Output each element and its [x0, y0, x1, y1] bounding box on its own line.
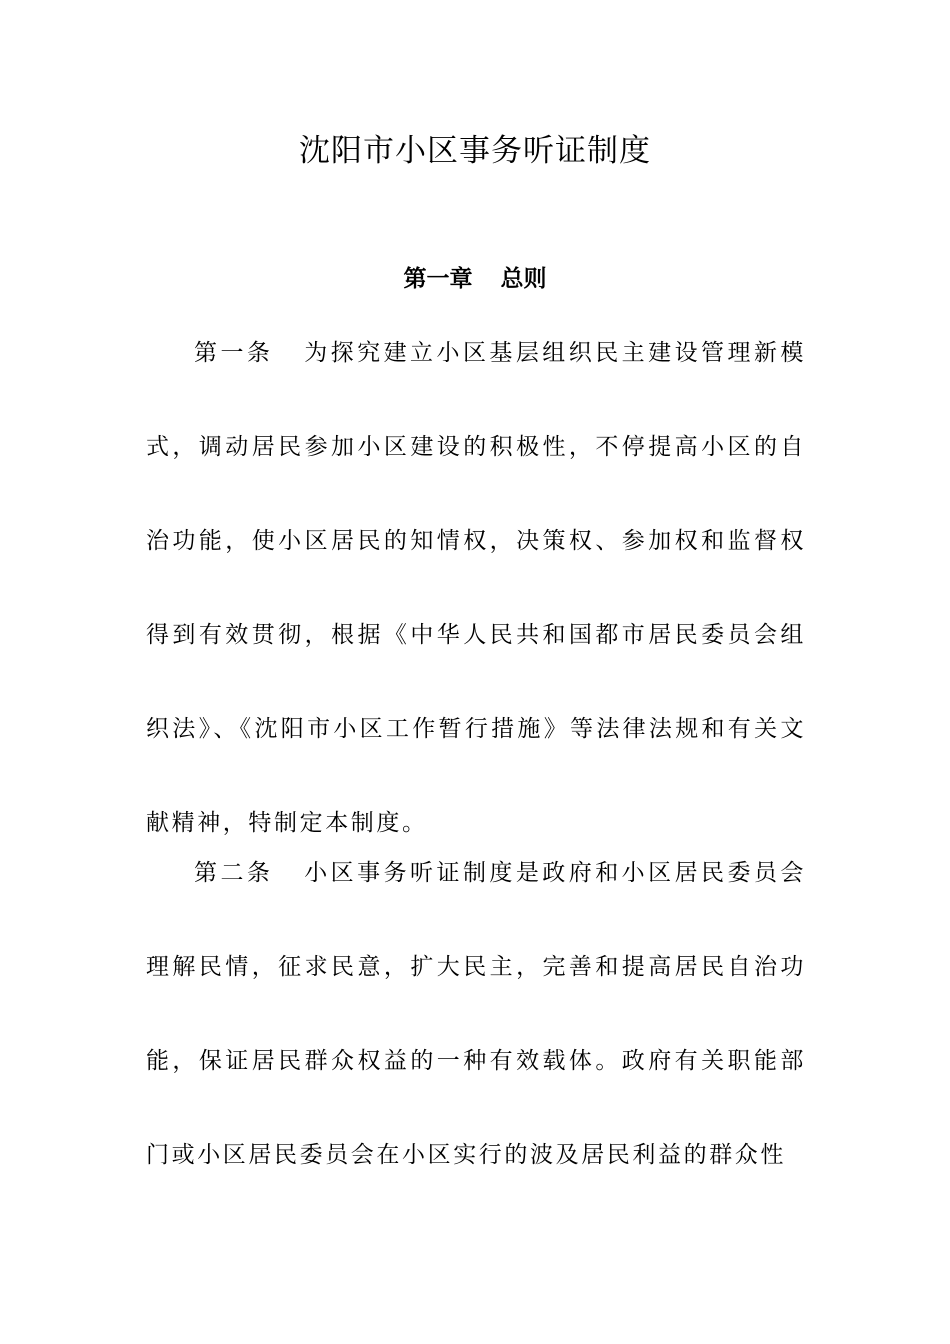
article-text: 为探究建立小区基层组织民主建设管理新模式，调动居民参加小区建设的积极性，不停提高小区的自治功能，使小区居民的知情权，决策权、参加权和监督权得到有效贯彻，根据《中华人民共和国都市居民委员会组织法》、《沈阳市小区工作暂行措施》等法律法规和有关文献精神，特制定本制度。	[146, 340, 806, 836]
article-text: 小区事务听证制度是政府和小区居民委员会理解民情，征求民意，扩大民主，完善和提高居民自治功能，保证居民群众权益的一种有效载体。政府有关职能部门或小区居民委员会在小区实行的波及居民利益的群众性	[146, 860, 806, 1168]
article-number: 第一条	[194, 340, 274, 366]
document-title: 沈阳市小区事务听证制度	[299, 133, 651, 169]
article-number: 第二条	[194, 860, 274, 886]
chapter-number: 第一章	[403, 266, 473, 292]
article-paragraph	[146, 306, 806, 870]
article-paragraph	[146, 826, 806, 1202]
chapter-name: 总则	[500, 266, 547, 292]
chapter-heading	[0, 262, 950, 296]
